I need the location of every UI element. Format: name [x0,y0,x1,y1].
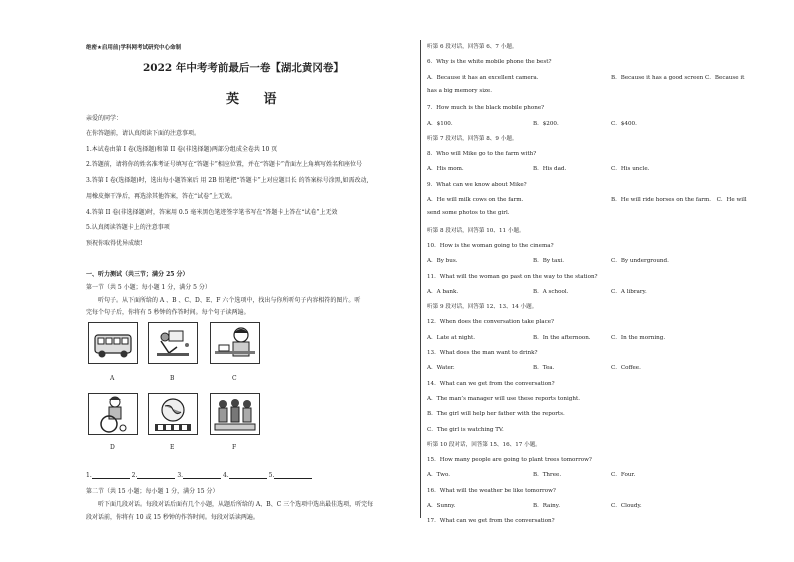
blank-4[interactable] [229,472,267,479]
dialogue-heading: 听第 8 段对话，回答第 10、11 小题。 [427,227,525,234]
option-a: A．Because it has an excellent camera. [427,74,539,81]
blank-3[interactable] [183,472,221,479]
option-c: C．His uncle. [611,166,650,173]
option-b: B．Tea. [533,365,555,372]
section1-desc-2: 完每个句子后，你将有 5 秒钟的作答时间。每个句子读两遍。 [86,309,250,316]
answer-blanks [86,472,312,479]
text-line: A．The man’s manager will use these reports tonight. [427,395,580,402]
option-c: C．A library. [611,288,647,295]
question: 13．What does the man want to drink? [427,350,538,356]
picture-label-f: F [232,444,237,451]
section1-title: 第一节（共 5 小题；每小题 1 分，满分 5 分） [86,284,211,291]
picture-label-c: C [232,375,237,382]
text-line: C．The girl is watching TV. [427,426,504,433]
question: 17．What can we get from the conversation? [427,518,555,525]
option-b: B．By taxi. [533,258,565,265]
notice-2: 2.答题前，请将你的姓名准考证号填写在“答题卡”相应位置，并在“答题卡”背面左上角填写姓名和座位号 [86,161,362,168]
dialogue-heading: 听第 7 段对话，回答第 8、9 小题。 [427,135,518,142]
picture-a-bus [88,322,138,364]
option-c: C．By underground. [611,258,669,265]
option-a: A．His mom. [427,166,464,173]
secret-header: 绝密★启用前|学科网考试研究中心命制 [86,45,181,51]
blank-label-3: 3. [177,472,184,479]
option-b: B．Rainy. [533,503,560,509]
option-a: A．By bus. [427,258,458,265]
notice-intro: 在你答题前，请认真阅读下面的注意事项。 [86,130,201,137]
greeting: 亲爱的同学： [86,115,123,122]
dialogue-heading: 听第 9 段对话，回答第 12、13、14 小题。 [427,304,538,311]
notice-3-cont: 用橡皮擦干净后，再选涂其他答案，答在“试卷”上无效。 [86,193,237,200]
text-line: B．The girl will help her father with the reports. [427,411,565,418]
blank-label-4: 4. [222,472,229,479]
option-a: A．Two. [427,472,451,479]
option-b: B．$200. [533,120,559,127]
question: 14．What can we get from the conversation? [427,380,555,387]
option-c: C．Cloudy. [611,503,642,509]
question: 15．How many people are going to plant trees tomorrow? [427,457,592,464]
section2-title: 第二节（共 15 小题；每小题 1 分，满分 15 分） [86,488,219,495]
option-c: C．In the morning. [611,334,666,341]
option-b: B．In the afternoon. [533,334,591,341]
blank-1[interactable] [92,472,130,479]
option-a: A．$100. [427,120,453,127]
blank-label-5: 5. [268,472,275,479]
option-a: A．Water. [427,365,455,372]
section1-desc-1: 听句子。从下面所给的 A 、B 、C、D、E、F 六个选项中，找出与你所听句子内容相符的图片。听 [98,297,361,304]
text-line: send some photos to the girl. [427,210,510,217]
picture-c-boy [210,322,260,364]
option-c: C．$400. [611,120,637,127]
notice-5: 5.认真阅读答题卡上的注意事项 [86,224,170,231]
column-divider [420,40,421,518]
option-b: B．He will ride horses on the farm． C．He will [611,197,747,203]
question: 10．How is the woman going to the cinema? [427,242,554,249]
question: 9．What can we know about Mike? [427,181,527,188]
option-a: A．A bank. [427,288,459,295]
subject-title: 英 语 [226,92,287,107]
dialogue-heading: 听第 10 段对话，回答第 15、16、17 小题。 [427,441,541,448]
picture-label-d: D [110,444,115,451]
notice-3: 3.答第 I 卷(选择题)时，选出每小题答案后 用 2B 铅笔把“答题卡”上对应题目长 的答案标号涂黑,如需改动, [86,177,369,184]
dialogue-heading: 听第 6 段对话，回答第 6、7 小题。 [427,44,518,50]
question: 6．Why is the white mobile phone the best? [427,59,552,66]
option-b: B．A school. [533,288,569,295]
option-b: B．Three. [533,472,562,479]
option-b: B．Because it has a good screen C．Because it [611,74,745,81]
question: 11．What will the woman go past on the way to the station? [427,273,598,280]
option-a: A．Sunny. [427,503,456,509]
part1-title: 一、听力测试（共三节；满分 25 分） [86,271,189,278]
blank-2[interactable] [137,472,175,479]
option-c: C．Coffee. [611,365,641,372]
section2-desc-2: 段对话前，你将有 10 或 15 秒钟的作答时间。每段对话读两遍。 [86,514,259,521]
question: 16．What will the weather be like tomorrow? [427,487,556,494]
option-b: B．His dad. [533,166,567,173]
picture-e-globe [148,393,198,435]
picture-d-wheelchair [88,393,138,435]
option-a: A．Late at night. [427,334,475,341]
picture-b-scene [148,322,198,364]
question: 8．Who will Mike go to the farm with? [427,151,537,158]
text-line: has a big memory size. [427,87,493,94]
picture-f-people [210,393,260,435]
question: 7．How much is the black mobile phone? [427,105,545,112]
blank-label-2: 2. [131,472,138,479]
notice-1: 1.本试卷由第 I 卷(选择题)和第 II 卷(非选择题)两部分组成全卷共 10 页 [86,146,278,153]
notice-4: 4.答第 II 卷(非选择题)时，答案用 0.5 毫米黑色笔迹签字笔书写在“答题卡上答在“试卷”上无效 [86,209,338,216]
picture-label-b: B [170,375,175,382]
blank-label-1: 1. [86,472,92,479]
option-a: A．He will milk cows on the farm. [427,197,524,203]
picture-label-e: E [170,444,175,451]
question: 12．When does the conversation take place? [427,319,555,326]
best-wishes: 预祝你取得优异成绩! [86,240,143,247]
section2-desc-1: 听下面几段对话。每段对话后面有几个小题，从题后所给的 A、B、C 三个选项中选出最佳选项，听完每 [98,501,374,508]
picture-label-a: A [110,375,115,382]
blank-5[interactable] [274,472,312,479]
exam-title: 2022 年中考考前最后一卷【湖北黄冈卷】 [143,62,344,74]
option-c: C．Four. [611,472,636,479]
